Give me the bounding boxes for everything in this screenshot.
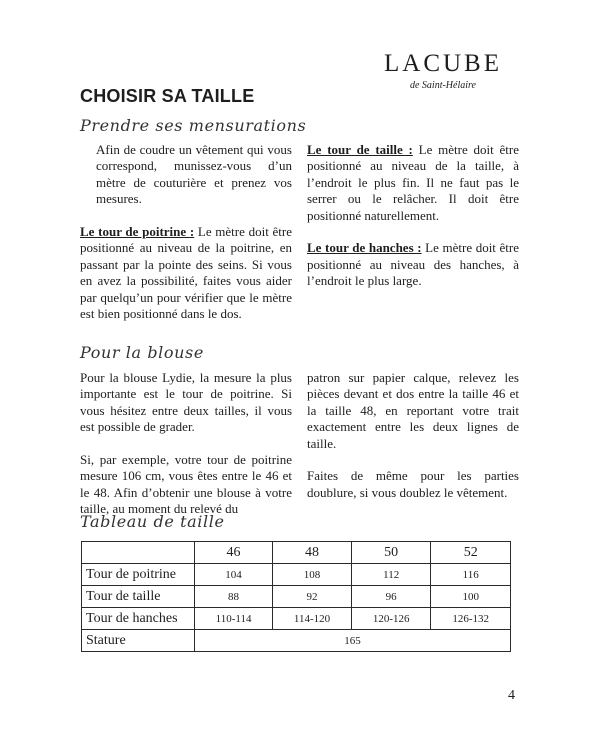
brand-subtitle: de Saint-Hélaire	[409, 80, 476, 91]
table-row	[82, 564, 511, 586]
taille-term: Le tour de taille :	[307, 142, 413, 157]
taille-paragraph	[307, 142, 519, 224]
stature-value-cell: 165	[195, 630, 511, 652]
page-number: 4	[508, 688, 515, 703]
size-header-50: 50	[351, 542, 431, 564]
section-heading-tableau: Tableau de taille	[80, 512, 225, 531]
brand-logo	[378, 50, 508, 92]
row-label-taille: Tour de taille	[82, 586, 195, 608]
blouse-paragraph-4: Faites de même pour les parties doublure, si vous doublez le vêtement.	[307, 468, 519, 500]
mensurations-right-column	[307, 142, 519, 290]
table-row	[82, 586, 511, 608]
table-cell: 92	[273, 586, 352, 608]
blouse-paragraph-2: Si, par exemple, votre tour de poitrine mesure 106 cm, vous êtes entre le 46 et le 48. Afin d’obtenir une blouse à votre taille, au moment du relevé du	[80, 452, 292, 517]
table-cell: 88	[195, 586, 273, 608]
table-cell: 114-120	[273, 608, 352, 630]
taille-text: Le mètre doit être positionné au niveau de la taille, à l’endroit le plus fin. Il ne faut pas le serrer ou le relâcher. Il doit être positionné naturellement.	[307, 142, 519, 223]
size-table	[81, 541, 511, 652]
hanches-paragraph	[307, 240, 519, 289]
table-cell: 116	[431, 564, 511, 586]
table-row	[82, 630, 511, 652]
blouse-right-column	[307, 370, 519, 501]
size-table-corner-cell	[82, 542, 195, 564]
table-cell: 126-132	[431, 608, 511, 630]
row-label-hanches: Tour de hanches	[82, 608, 195, 630]
row-label-stature: Stature	[82, 630, 195, 652]
poitrine-term: Le tour de poitrine :	[80, 224, 195, 240]
table-cell: 96	[351, 586, 431, 608]
section-heading-mensurations: Prendre ses mensurations	[80, 116, 307, 135]
brand-name: LACUBE	[384, 50, 502, 77]
table-cell: 104	[195, 564, 273, 586]
page-title: CHOISIR SA TAILLE	[80, 86, 255, 106]
size-header-52: 52	[431, 542, 511, 564]
table-cell: 112	[351, 564, 431, 586]
mensurations-left-column	[80, 142, 292, 322]
intro-paragraph: Afin de coudre un vêtement qui vous correspond, munissez-vous d’un mètre de couturière et prenez vos mesures.	[96, 142, 292, 207]
poitrine-paragraph	[80, 224, 292, 322]
table-row	[82, 608, 511, 630]
blouse-paragraph-3: patron sur papier calque, relevez les pièces devant et dos entre la taille 46 et la taille 48, en reportant votre trait exactement entre les deux lignes de taille.	[307, 370, 519, 451]
poitrine-text: Le mètre doit être positionné au niveau de la poitrine, en passant par la pointe des seins. Si vous en avez la possibilité, faites vous aider par quelqu’un pour vérifier que le mètre est bien positionné dans le dos.	[80, 224, 292, 322]
row-label-poitrine: Tour de poitrine	[82, 564, 195, 586]
size-table-header-row	[82, 542, 511, 564]
table-cell: 110-114	[195, 608, 273, 630]
table-cell: 120-126	[351, 608, 431, 630]
size-header-48: 48	[273, 542, 352, 564]
table-cell: 108	[273, 564, 352, 586]
section-heading-blouse: Pour la blouse	[80, 343, 204, 362]
table-cell: 100	[431, 586, 511, 608]
blouse-paragraph-1: Pour la blouse Lydie, la mesure la plus importante est le tour de poitrine. Si vous hésitez entre deux tailles, il vous est possible de grader.	[80, 370, 292, 435]
hanches-term: Le tour de hanches :	[307, 240, 422, 256]
hanches-text: Le mètre doit être positionné au niveau des hanches, à l’endroit le plus large.	[307, 240, 520, 289]
blouse-left-column	[80, 370, 292, 518]
size-header-46: 46	[195, 542, 273, 564]
